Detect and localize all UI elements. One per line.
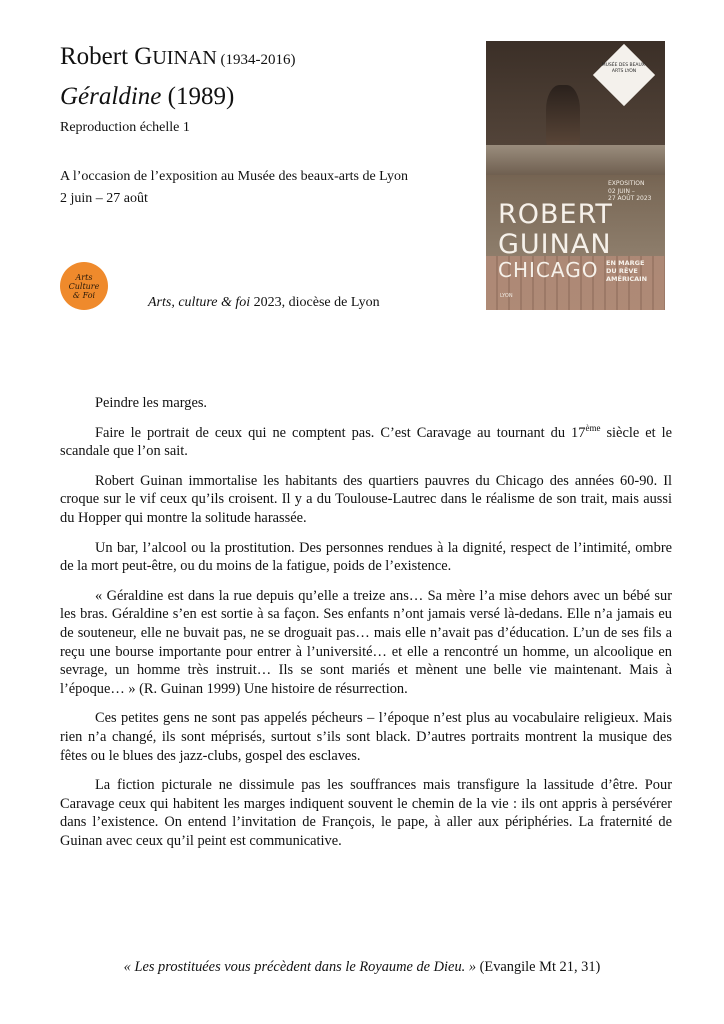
occasion-line: A l’occasion de l’exposition au Musée des beaux-arts de Lyon [60, 169, 408, 184]
poster-expo-label: EXPOSITION [608, 180, 645, 187]
logo-line: Arts [75, 272, 93, 282]
paragraph: « Géraldine est dans la rue depuis qu’elle a treize ans… Sa mère l’a mise dehors avec un bébé sur les bras. Géraldine s’en est sortie à sa façon. Ses enfants n’ont jamais versé là-dedans. Elle n’a jamais eu de souteneur, elle ne buvait pas, ne se droguait pas… mais elle n’avait pas d’éducation. L’un de ses fils a reçu une bourse importante pour entrer à l’université… et elle a rencontré un homme, un alcoolique en sevrage, un homme très instruit… Ils se sont mariés et mènent une belle vie maintenant. Mais à l’époque… » (R. Guinan 1999) Une histoire de résurrection. [60, 587, 672, 697]
exhibition-poster [486, 41, 665, 310]
poster-subtitle-line: DU RÊVE [606, 267, 638, 275]
credit-line [148, 294, 380, 312]
credit-name: Arts, culture & foi [148, 295, 251, 310]
logo-line: & Foi [72, 290, 96, 300]
article-body [60, 394, 672, 861]
artist-first-name: Robert [60, 43, 135, 70]
work-heading [60, 82, 234, 112]
reproduction-note: Reproduction échelle 1 [60, 120, 190, 135]
exhibition-occasion [60, 166, 440, 210]
paragraph-text: siècle et le scandale que l’on sait. [60, 424, 672, 460]
quote-text: « Les prostituées vous précèdent dans le Royaume de Dieu. » [123, 959, 477, 975]
poster-bar-counter [486, 145, 665, 175]
artist-dates: (1934-2016) [216, 52, 296, 68]
poster-exhibition-dates [608, 180, 652, 203]
poster-name-first: ROBERT [498, 199, 613, 230]
poster-name-last: GUINAN [498, 229, 612, 260]
paragraph: Peindre les marges. [95, 395, 208, 411]
paragraph [60, 424, 672, 461]
credit-rest: 2023, diocèse de Lyon [250, 295, 380, 310]
poster-footer: LYON [500, 293, 513, 299]
paragraph: Ces petites gens ne sont pas appelés pécheurs – l’époque n’est plus au vocabulaire religieux. Mais rien n’a changé, ils sont méprisés, surtout s’ils sont black. D’autres portraits montrent la musique des fêtes ou le blues des jazz-clubs, gospel des esclaves. [60, 710, 672, 764]
artist-last-name: UINAN [152, 47, 217, 69]
work-title: Géraldine [60, 83, 162, 110]
poster-date-start: 02 JUIN – [608, 187, 635, 195]
arts-culture-foi-logo [60, 262, 108, 310]
poster-date-end: 27 AOÛT 2023 [608, 195, 652, 202]
logo-line: Culture [68, 281, 100, 291]
poster-subtitle [606, 259, 647, 283]
work-year: (1989) [161, 83, 235, 110]
poster-subtitle-line: EN MARGE [606, 259, 645, 267]
gospel-quote [0, 957, 724, 977]
paragraph: Un bar, l’alcool ou la prostitution. Des personnes rendues à la dignité, respect de l’intimité, ombre de la mort peut-être, ou du moins de la fatigue, poids de l’existence. [60, 539, 672, 575]
paragraph: Robert Guinan immortalise les habitants des quartiers pauvres du Chicago des années 60-90. Il croque sur le vif ceux qu’ils croisent. Il y a du Toulouse-Lautrec dans le réalisme de son trait, mais aussi du Hopper qui montre la solitude harassée. [60, 472, 672, 526]
artist-last-initial: G [134, 43, 153, 70]
paragraph: La fiction picturale ne dissimule pas les souffrances mais transfigure la lassitude d’être. Pour Caravage ceux qui habitent les marges indiquent souvent le chemin de la vie : ils ont appris à persévérer dans l’existence. On entend l’invitation de François, le pape, à aller aux périphéries. La fraternité de Guinan avec ceux qu’il peint est communicative. [60, 777, 672, 849]
museum-name: MUSÉE DES BEAUX-ARTS LYON [601, 63, 647, 74]
poster-city: CHICAGO [498, 258, 599, 282]
quote-reference: (Evangile Mt 21, 31) [476, 959, 601, 975]
occasion-dates: 2 juin – 27 août [60, 191, 148, 206]
poster-subtitle-line: AMÉRICAIN [606, 275, 648, 283]
poster-figure [546, 85, 580, 147]
paragraph-text: Faire le portrait de ceux qui ne comptent pas. C’est Caravage au tournant du 17 [95, 424, 586, 441]
superscript: ème [585, 422, 601, 433]
artist-heading [60, 42, 296, 75]
